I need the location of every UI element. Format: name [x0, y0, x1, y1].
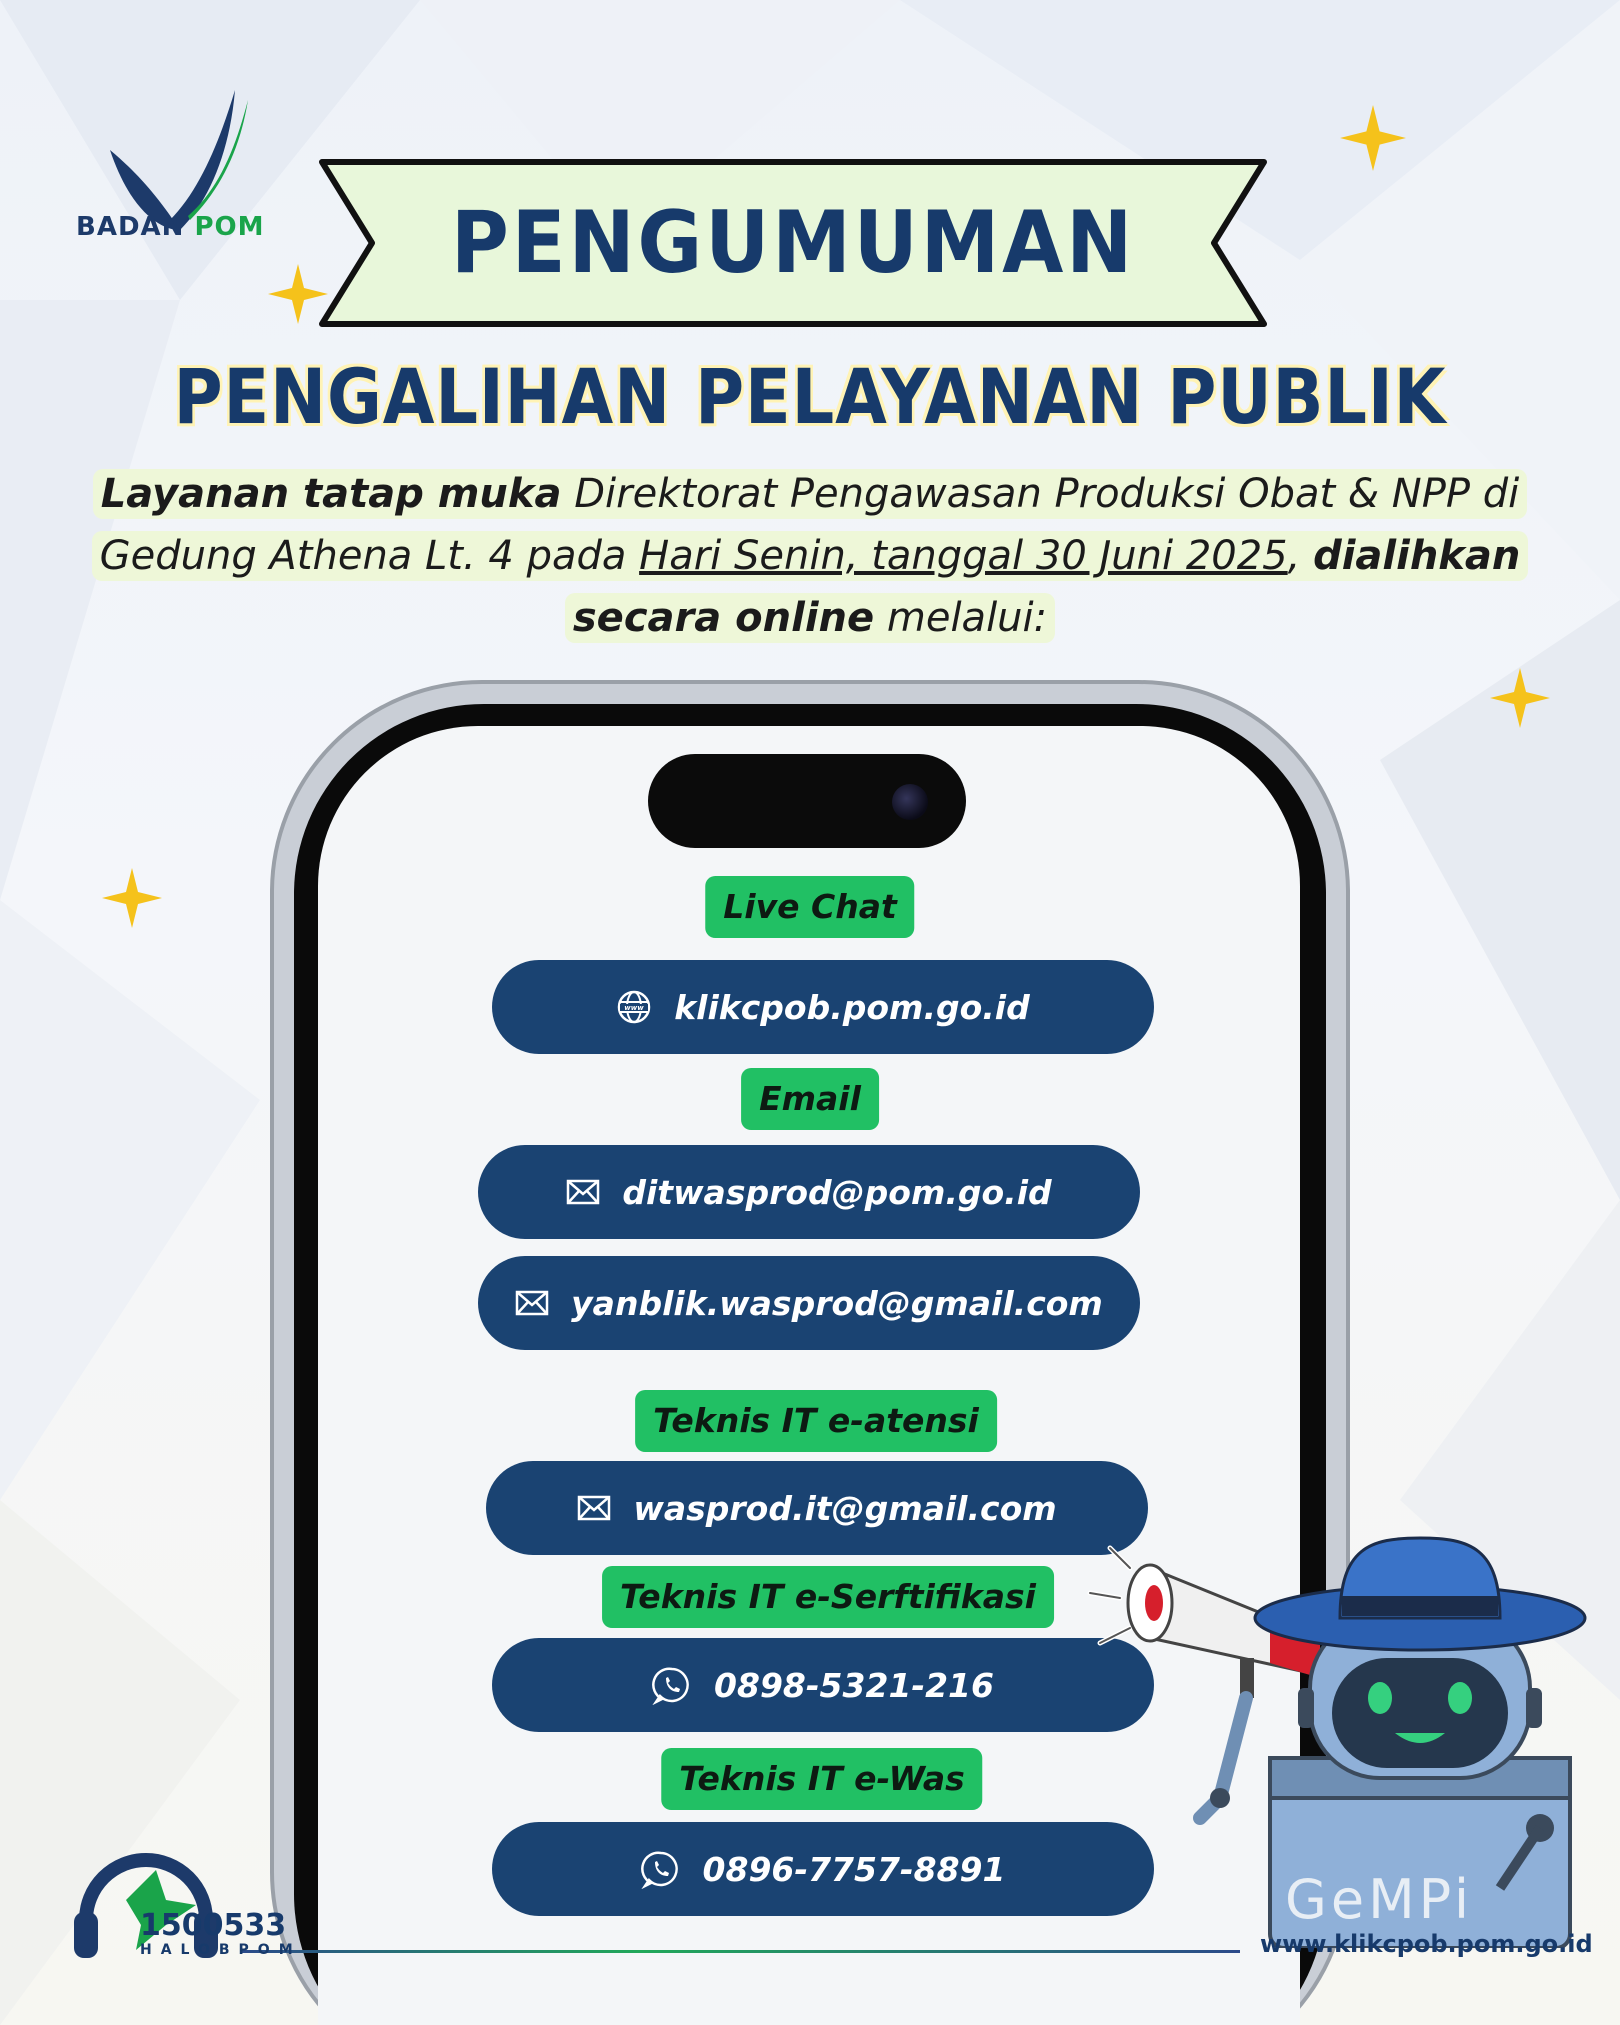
intro-paragraph [88, 463, 1532, 649]
sparkle-icon [1490, 668, 1550, 728]
whatsapp-2-text: 0896-7757-8891 [702, 1849, 1006, 1889]
intro-text-1: Direktorat Pengawasan Produksi Obat & NPP di Gedung Athena Lt. 4 pada [99, 471, 1520, 579]
link-email-yanblik[interactable] [478, 1256, 1140, 1350]
sparkle-icon [1340, 105, 1406, 171]
label-teknis-ewas: Teknis IT e-Was [661, 1748, 982, 1810]
footer-website-link[interactable]: www.klikcpob.pom.go.id [1260, 1930, 1593, 1958]
link-whatsapp-2[interactable] [492, 1822, 1154, 1916]
email-ditwasprod-text: ditwasprod@pom.go.id [622, 1172, 1052, 1212]
label-email: Email [741, 1068, 879, 1130]
logo-wordmark [76, 212, 265, 242]
whatsapp-icon [641, 1849, 681, 1889]
page-subtitle: PENGALIHAN PELAYANAN PUBLIK [173, 352, 1447, 441]
hotline-number: 1500533 [140, 1908, 287, 1943]
label-live-chat: Live Chat [705, 876, 914, 938]
footer-divider [240, 1950, 1240, 1953]
intro-date: Hari Senin, tanggal 30 Juni 2025 [639, 533, 1288, 579]
svg-text:www: www [624, 1004, 644, 1012]
email-yanblik-text: yanblik.wasprod@gmail.com [571, 1283, 1103, 1323]
intro-bold-online: dialihkan secara online [572, 533, 1521, 641]
link-klikcpob[interactable] [492, 960, 1154, 1054]
sparkle-icon [102, 868, 162, 928]
link-email-wasprod-it[interactable] [486, 1461, 1148, 1555]
banner-title: PENGUMUMAN [450, 193, 1136, 293]
logo-text-pom: POM [194, 212, 265, 242]
mascot-name: GeMPi [1285, 1868, 1474, 1931]
whatsapp-icon [652, 1665, 692, 1705]
label-teknis-esertifikasi: Teknis IT e-Serftifikasi [602, 1566, 1054, 1628]
intro-text-3: melalui: [874, 595, 1048, 641]
label-teknis-eatensi: Teknis IT e-atensi [635, 1390, 997, 1452]
mail-icon [515, 1290, 549, 1316]
intro-text-2: , [1287, 533, 1314, 579]
link-whatsapp-1[interactable] [492, 1638, 1154, 1732]
intro-bold-service: Layanan tatap muka [100, 471, 562, 517]
hotline-label: HALOBPOM [140, 1942, 302, 1958]
whatsapp-1-text: 0898-5321-216 [714, 1665, 994, 1705]
klikcpob-text: klikcpob.pom.go.id [674, 987, 1030, 1027]
globe-www-icon [616, 989, 652, 1025]
link-email-ditwasprod[interactable] [478, 1145, 1140, 1239]
camera-icon [892, 784, 928, 820]
mail-icon [566, 1179, 600, 1205]
mail-icon [577, 1495, 611, 1521]
email-wasprod-it-text: wasprod.it@gmail.com [633, 1488, 1057, 1528]
logo-text-badan: BADAN [76, 212, 185, 242]
